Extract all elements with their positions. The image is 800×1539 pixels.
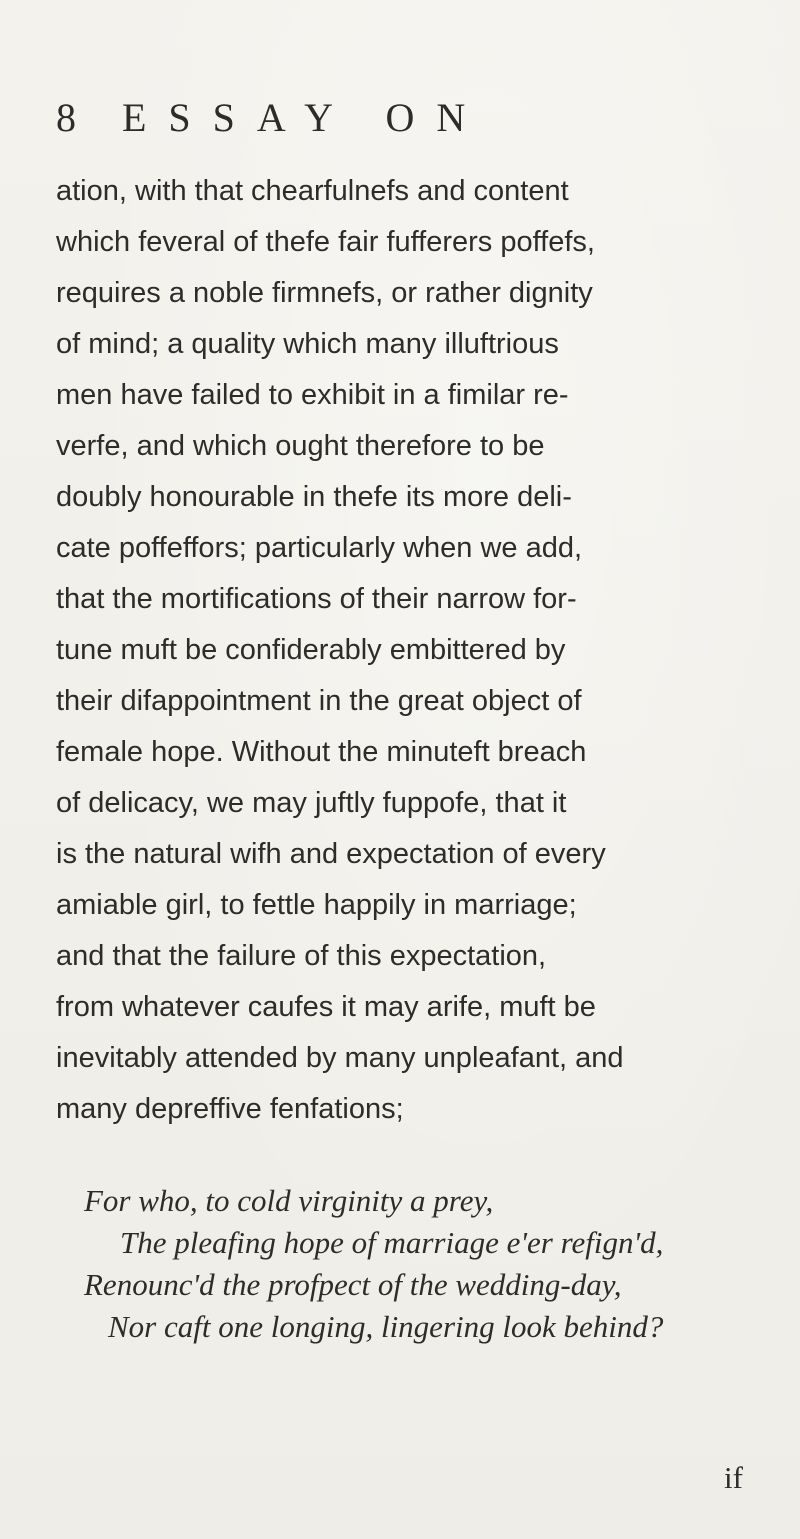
text-line: their difappointment in the great object of [56,685,582,717]
text-line: tune muft be confiderably embittered by [56,634,566,666]
verse-line: Nor caft one longing, lingering look behind? [108,1309,664,1344]
text-line: female hope. Without the minuteft breach [56,736,587,768]
page-number: 8 [56,95,76,140]
text-line: is the natural wifh and expectation of every [56,838,606,870]
text-line: and that the failure of this expectation, [56,940,547,972]
verse-quotation [84,1180,774,1348]
body-text [56,166,768,1135]
verse-line: For who, to cold virginity a prey, [84,1183,494,1218]
text-line: inevitably attended by many unpleafant, and [56,1042,624,1074]
text-line: of delicacy, we may juftly fuppofe, that it [56,787,567,819]
catchword: if [724,1460,743,1495]
text-line: men have failed to exhibit in a fimilar re- [56,379,569,411]
page-header [56,92,746,152]
text-line: that the mortifications of their narrow for- [56,583,577,615]
text-line: many depreffive fenfations; [56,1093,404,1125]
text-line: from whatever caufes it may arife, muft be [56,991,596,1023]
text-line: doubly honourable in thefe its more deli- [56,481,572,513]
text-line: which feveral of thefe fair fufferers poffefs, [56,226,595,258]
text-line: of mind; a quality which many illuftrious [56,328,559,360]
running-head: ESSAY ON [122,95,488,140]
text-line: requires a noble firmnefs, or rather dignity [56,277,593,309]
text-line: amiable girl, to fettle happily in marriage; [56,889,577,921]
text-line: cate poffeffors; particularly when we add, [56,532,583,564]
text-line: ation, with that chearfulnefs and content [56,175,569,207]
verse-line: The pleafing hope of marriage e'er refign'd, [120,1225,664,1260]
verse-line: Renounc'd the profpect of the wedding-day, [84,1267,622,1302]
text-line: verfe, and which ought therefore to be [56,430,545,462]
